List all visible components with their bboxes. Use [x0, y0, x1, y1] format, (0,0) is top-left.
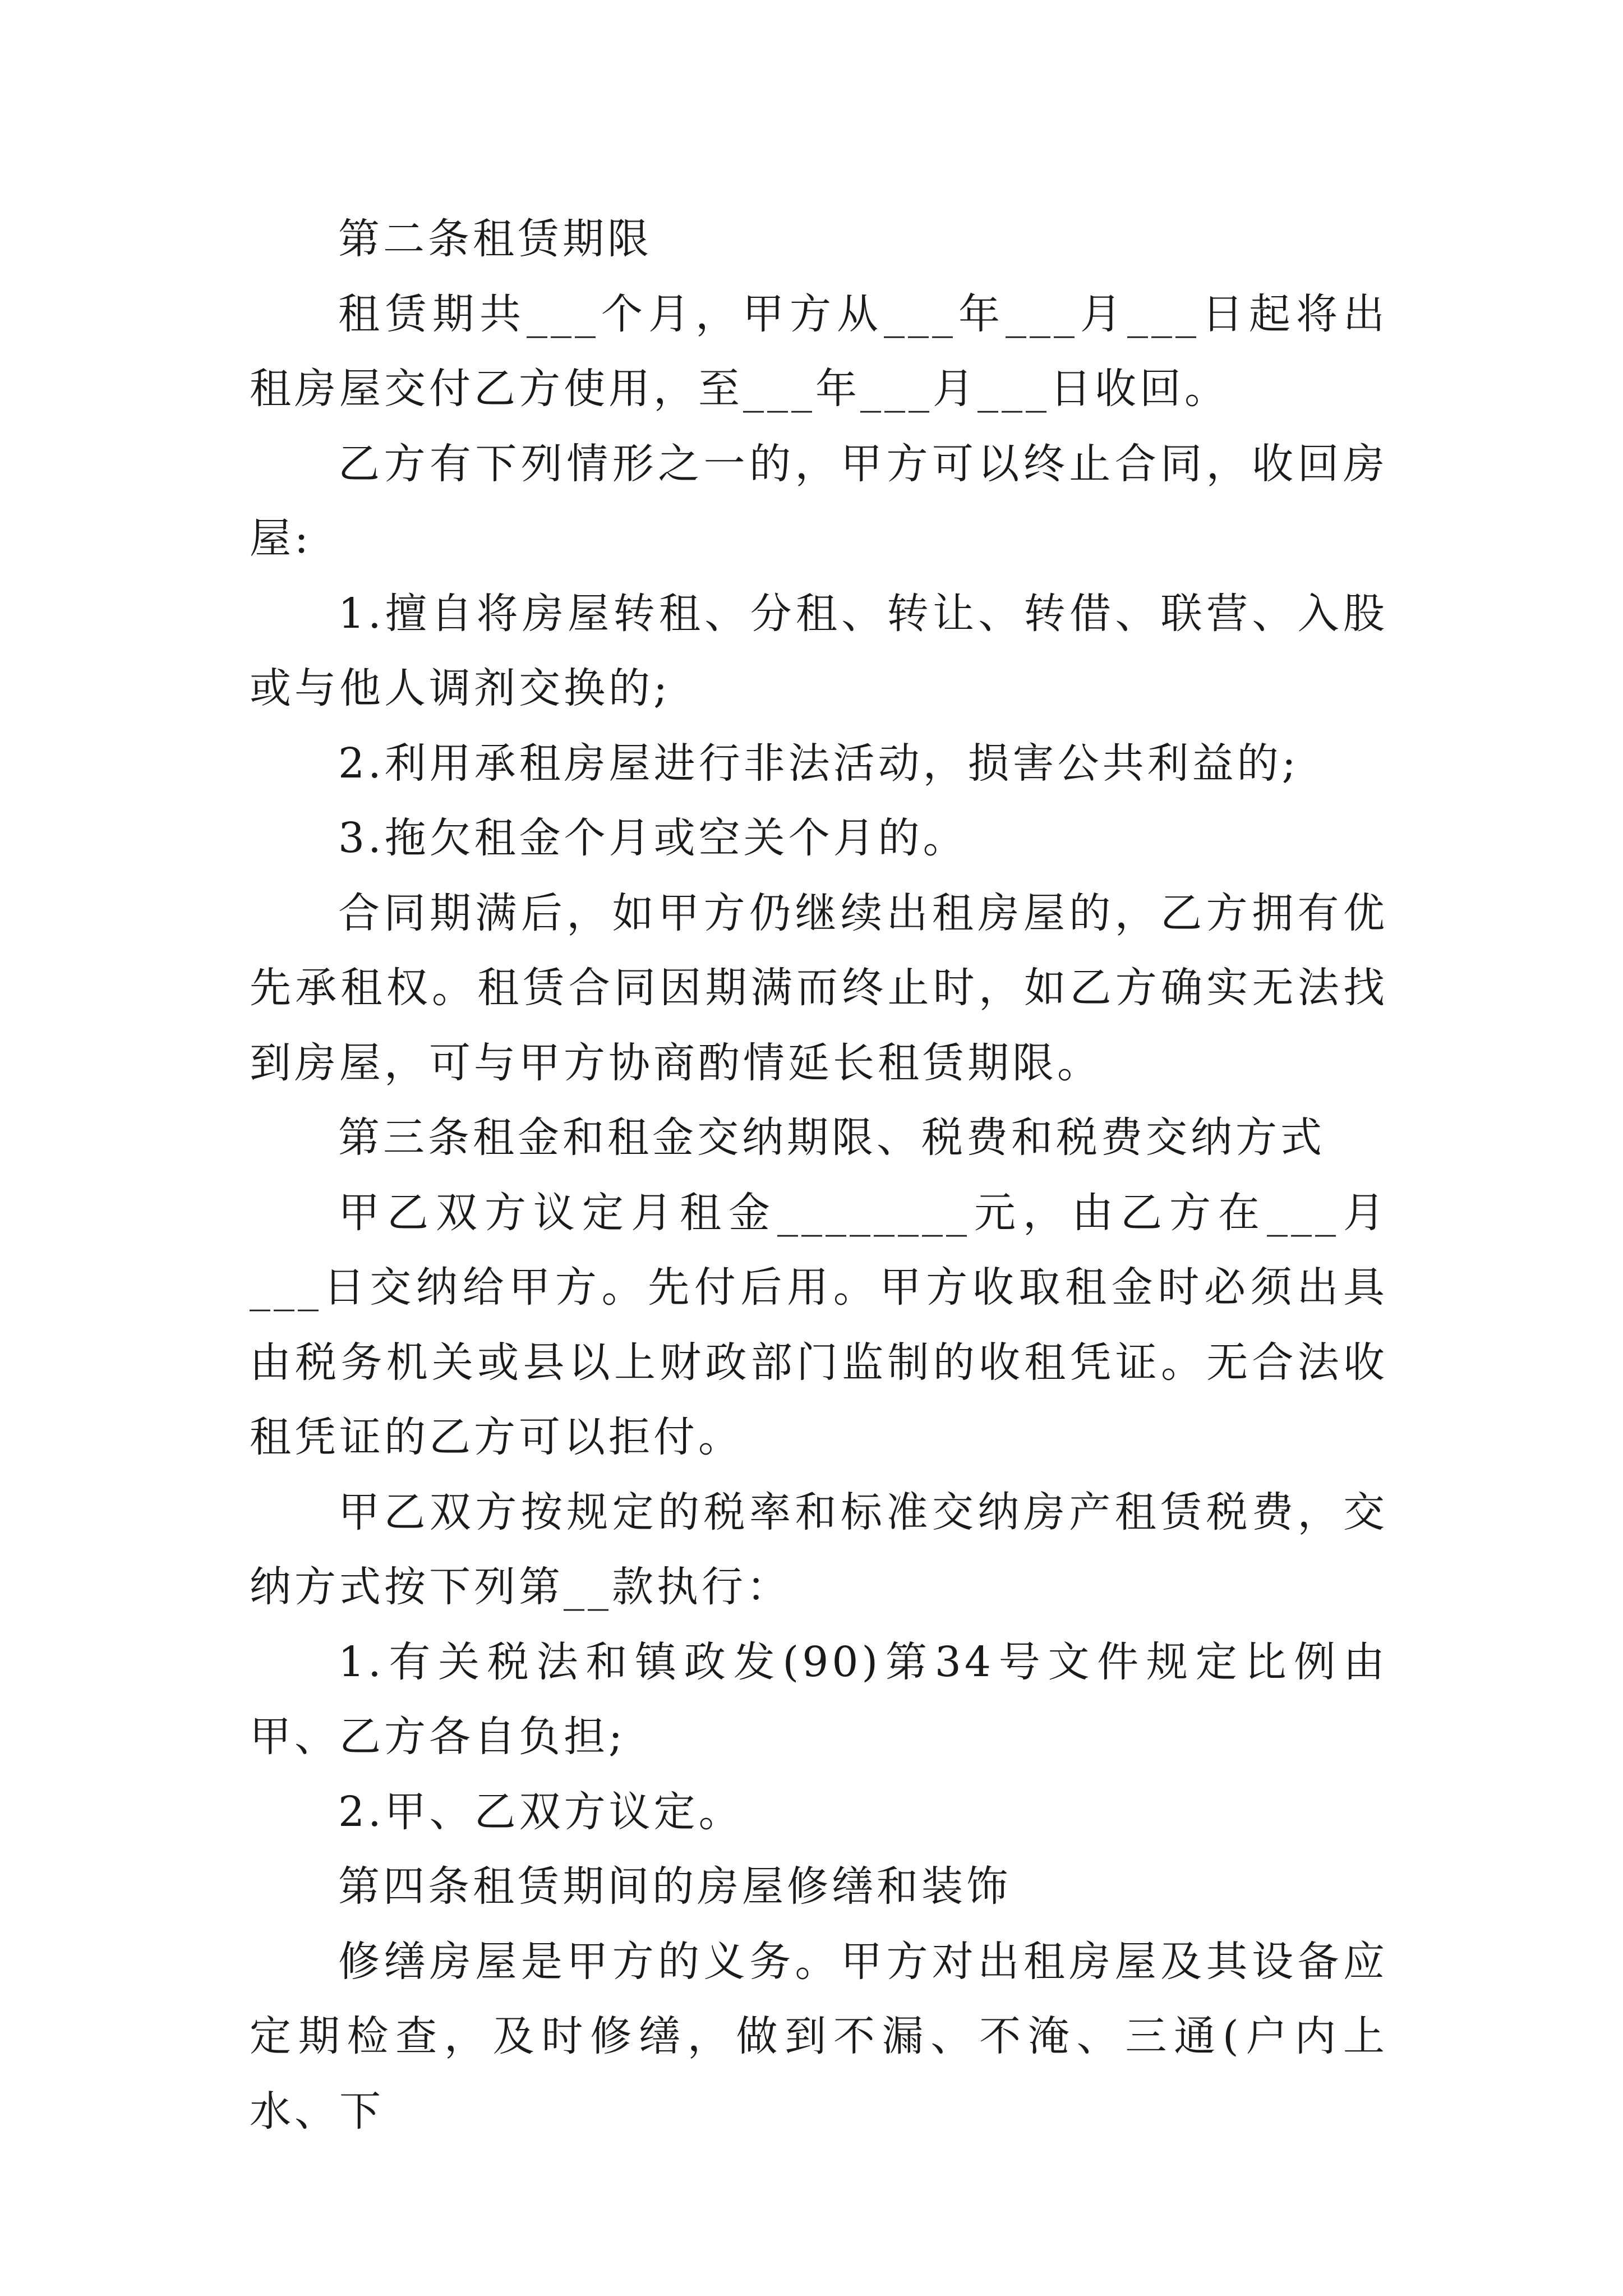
- paragraph-tax-payment: 甲乙双方按规定的税率和标准交纳房产租赁税费，交纳方式按下列第__款执行：: [250, 1488, 1388, 1611]
- list-item-sublet: 1.擅自将房屋转租、分租、转让、转借、联营、入股或与他人调剂交换的;: [250, 589, 1388, 712]
- list-item-tax-law: 1.有关税法和镇政发(90)第34号文件规定比例由甲、乙方各自负担;: [250, 1637, 1388, 1761]
- paragraph-monthly-rent: 甲乙双方议定月租金________元，由乙方在___月___日交纳给甲方。先付后用。甲方收取租金时必须出具由税务机关或县以上财政部门监制的收租凭证。无合法收租凭证的乙方可以拒付。: [250, 1188, 1388, 1461]
- paragraph-termination-conditions: 乙方有下列情形之一的，甲方可以终止合同，收回房屋:: [250, 439, 1388, 563]
- document-body: [250, 202, 1388, 2149]
- list-item-rent-arrears: 3.拖欠租金个月或空关个月的。: [338, 814, 968, 862]
- section-heading-rent-and-taxes: 第三条租金和租金交纳期限、税费和税费交纳方式: [338, 1114, 1325, 1162]
- list-item-mutual-agreement: 2.甲、乙双方议定。: [338, 1787, 744, 1836]
- list-item-illegal-activity: 2.利用承租房屋进行非法活动，损害公共利益的;: [338, 739, 1299, 788]
- paragraph-renewal-priority: 合同期满后，如甲方仍继续出租房屋的，乙方拥有优先承租权。租赁合同因期满而终止时，如乙方确实无法找到房屋，可与甲方协商酌情延长租赁期限。: [250, 889, 1388, 1087]
- paragraph-lease-period: 租赁期共___个月，甲方从___年___月___日起将出租房屋交付乙方使用，至___年___月___日收回。: [250, 289, 1388, 413]
- section-heading-repairs: 第四条租赁期间的房屋修缮和装饰: [338, 1862, 1011, 1911]
- section-heading-lease-term: 第二条租赁期限: [338, 215, 652, 263]
- paragraph-repair-duty: 修缮房屋是甲方的义务。甲方对出租房屋及其设备应定期检查，及时修缮，做到不漏、不淹、三通(户内上水、下: [250, 1937, 1388, 2136]
